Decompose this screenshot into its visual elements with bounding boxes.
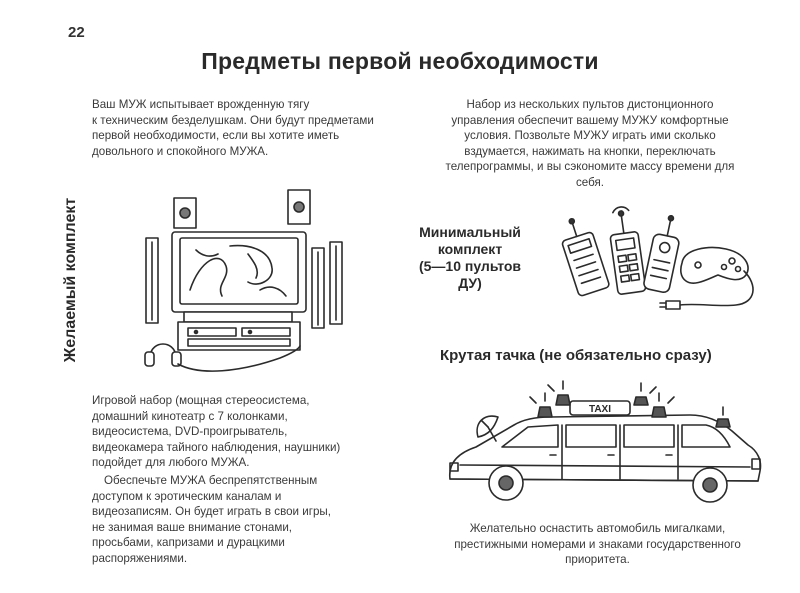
minimal-set-heading-line: ДУ): [458, 275, 482, 291]
minimal-set-heading: [406, 224, 534, 292]
home-theater-icon: [130, 180, 360, 380]
limousine-icon: [440, 375, 770, 515]
intro-paragraph: [92, 97, 392, 159]
desired-set-line: видеокамера тайного наблюдения, наушники): [92, 440, 341, 454]
intro-line: первой необходимости, если вы хотите иметь: [92, 129, 340, 143]
car-caption-line: приоритета.: [565, 553, 630, 567]
desired-set-line: Обеспечьте МУЖА беспрепятственным: [104, 473, 318, 487]
remote-controls-icon: [548, 205, 758, 315]
remotes-line: телепрограммы, и вы сэкономите массу времени для: [445, 160, 735, 174]
intro-line: Ваш МУЖ испытывает врожденную тягу: [92, 98, 310, 111]
desired-set-line: распоряжениями.: [92, 551, 188, 565]
desired-set-line: видеозаписям. Он будет играть в свои игры,: [92, 505, 331, 519]
car-caption-line: престижными номерами и знаками государственного: [454, 537, 741, 551]
desired-set-line: не занимая ваше внимание стонами,: [92, 520, 293, 534]
page-title: Предметы первой необходимости: [201, 48, 599, 74]
minimal-set-heading-line: комплект: [437, 241, 503, 257]
car-heading: Крутая тачка (не обязательно сразу): [440, 347, 712, 364]
remotes-line: условия. Позвольте МУЖУ играть ими сколько: [464, 129, 716, 143]
desired-set-line: видеосистема, DVD-проигрыватель,: [92, 425, 288, 439]
desired-set-description: [92, 393, 392, 567]
remotes-line: себя.: [576, 175, 604, 189]
intro-line: довольного и спокойного МУЖА.: [92, 144, 269, 158]
minimal-set-heading-line: Минимальный: [419, 224, 521, 240]
desired-set-paragraph-2: [92, 473, 392, 567]
remotes-line: вздумается, нажимать на кнопки, переключать: [464, 144, 716, 158]
desired-set-line: доступом к эротическим каналам и: [92, 489, 282, 503]
desired-set-line: домашний кинотеатр с 7 колонками,: [92, 409, 288, 423]
desired-set-line: подойдет для любого МУЖА.: [92, 456, 250, 470]
desired-set-line: просьбами, капризами и дурацкими: [92, 536, 285, 550]
desired-set-paragraph-1: [92, 393, 392, 471]
intro-line: к техническим безделушкам. Они будут предметами: [92, 113, 374, 127]
desired-set-heading-text: Желаемый комплект: [62, 197, 79, 362]
car-caption: [430, 521, 765, 568]
desired-set-line: Игровой набор (мощная стереосистема,: [92, 394, 310, 407]
desired-set-heading: [60, 182, 82, 377]
remotes-line: Набор из нескольких пультов дистонционного: [466, 98, 714, 111]
minimal-set-heading-line: (5—10 пультов: [418, 258, 522, 274]
taxi-sign-text: TAXI: [588, 404, 612, 415]
car-caption-line: Желательно оснастить автомобиль мигалками,: [469, 522, 726, 535]
page-number: 22: [68, 24, 85, 41]
remotes-paragraph: [420, 97, 760, 191]
remotes-line: управления обеспечит вашему МУЖУ комфортные: [451, 113, 729, 127]
